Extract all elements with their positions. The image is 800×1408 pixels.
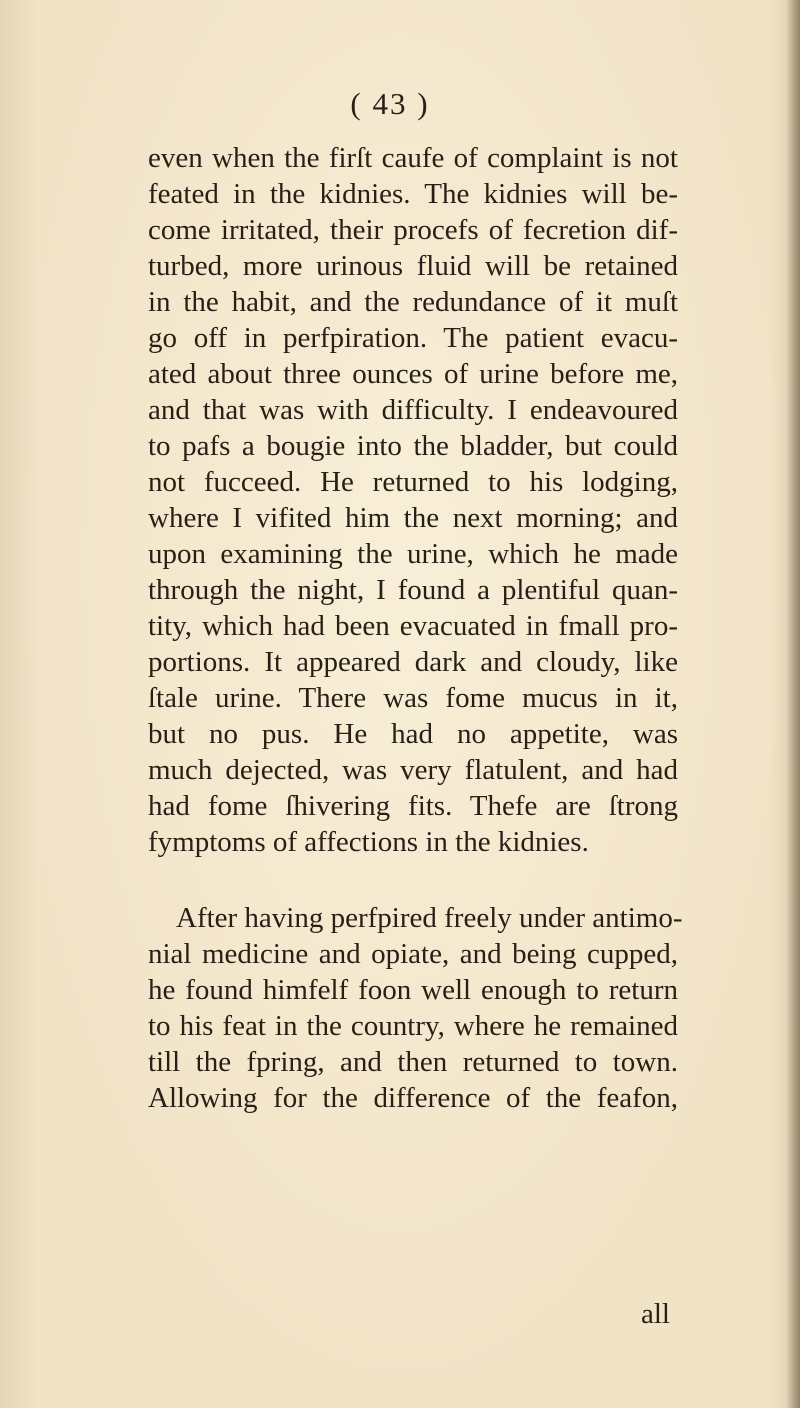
text-line: through the night, I found a plentiful quan- bbox=[148, 574, 678, 606]
text-line: upon examining the urine, which he made bbox=[148, 538, 678, 570]
text-line: to pafs a bougie into the bladder, but could bbox=[148, 430, 678, 462]
text-line: tity, which had been evacuated in fmall pro- bbox=[148, 610, 678, 642]
text-line: ſtale urine. There was fome mucus in it, bbox=[148, 682, 678, 714]
text-line: to his feat in the country, where he remained bbox=[148, 1010, 678, 1042]
page-number: ( 43 ) bbox=[350, 86, 430, 121]
text-line: had fome ſhivering fits. Thefe are ſtrong bbox=[148, 790, 678, 822]
text-line: in the habit, and the redundance of it muſt bbox=[148, 286, 678, 318]
text-line: even when the firſt caufe of complaint is not bbox=[148, 142, 678, 174]
catchword: all bbox=[641, 1298, 670, 1330]
text-line: and that was with difficulty. I endeavoured bbox=[148, 394, 678, 426]
text-line: fymptoms of affections in the kidnies. bbox=[148, 826, 589, 858]
text-line: ated about three ounces of urine before me, bbox=[148, 358, 678, 390]
text-line: come irritated, their procefs of fecretion dif- bbox=[148, 214, 678, 246]
text-line: Allowing for the difference of the feafon, bbox=[148, 1082, 678, 1114]
text-line: go off in perfpiration. The patient evacu- bbox=[148, 322, 678, 354]
text-line: After having perfpired freely under antimo- bbox=[176, 902, 683, 934]
text-line: nial medicine and opiate, and being cupped, bbox=[148, 938, 678, 970]
text-line: but no pus. He had no appetite, was bbox=[148, 718, 678, 750]
text-line: where I vifited him the next morning; and bbox=[148, 502, 678, 534]
text-line: he found himfelf foon well enough to return bbox=[148, 974, 678, 1006]
text-line: till the fpring, and then returned to town. bbox=[148, 1046, 678, 1078]
text-line: portions. It appeared dark and cloudy, like bbox=[148, 646, 678, 678]
body-text bbox=[148, 140, 683, 1116]
paragraph-break bbox=[148, 860, 678, 900]
text-line: turbed, more urinous fluid will be retained bbox=[148, 250, 678, 282]
page-edge-shadow bbox=[786, 0, 800, 1408]
text-line: much dejected, was very flatulent, and had bbox=[148, 754, 678, 786]
text-line: not fucceed. He returned to his lodging, bbox=[148, 466, 678, 498]
text-line: feated in the kidnies. The kidnies will be- bbox=[148, 178, 678, 210]
